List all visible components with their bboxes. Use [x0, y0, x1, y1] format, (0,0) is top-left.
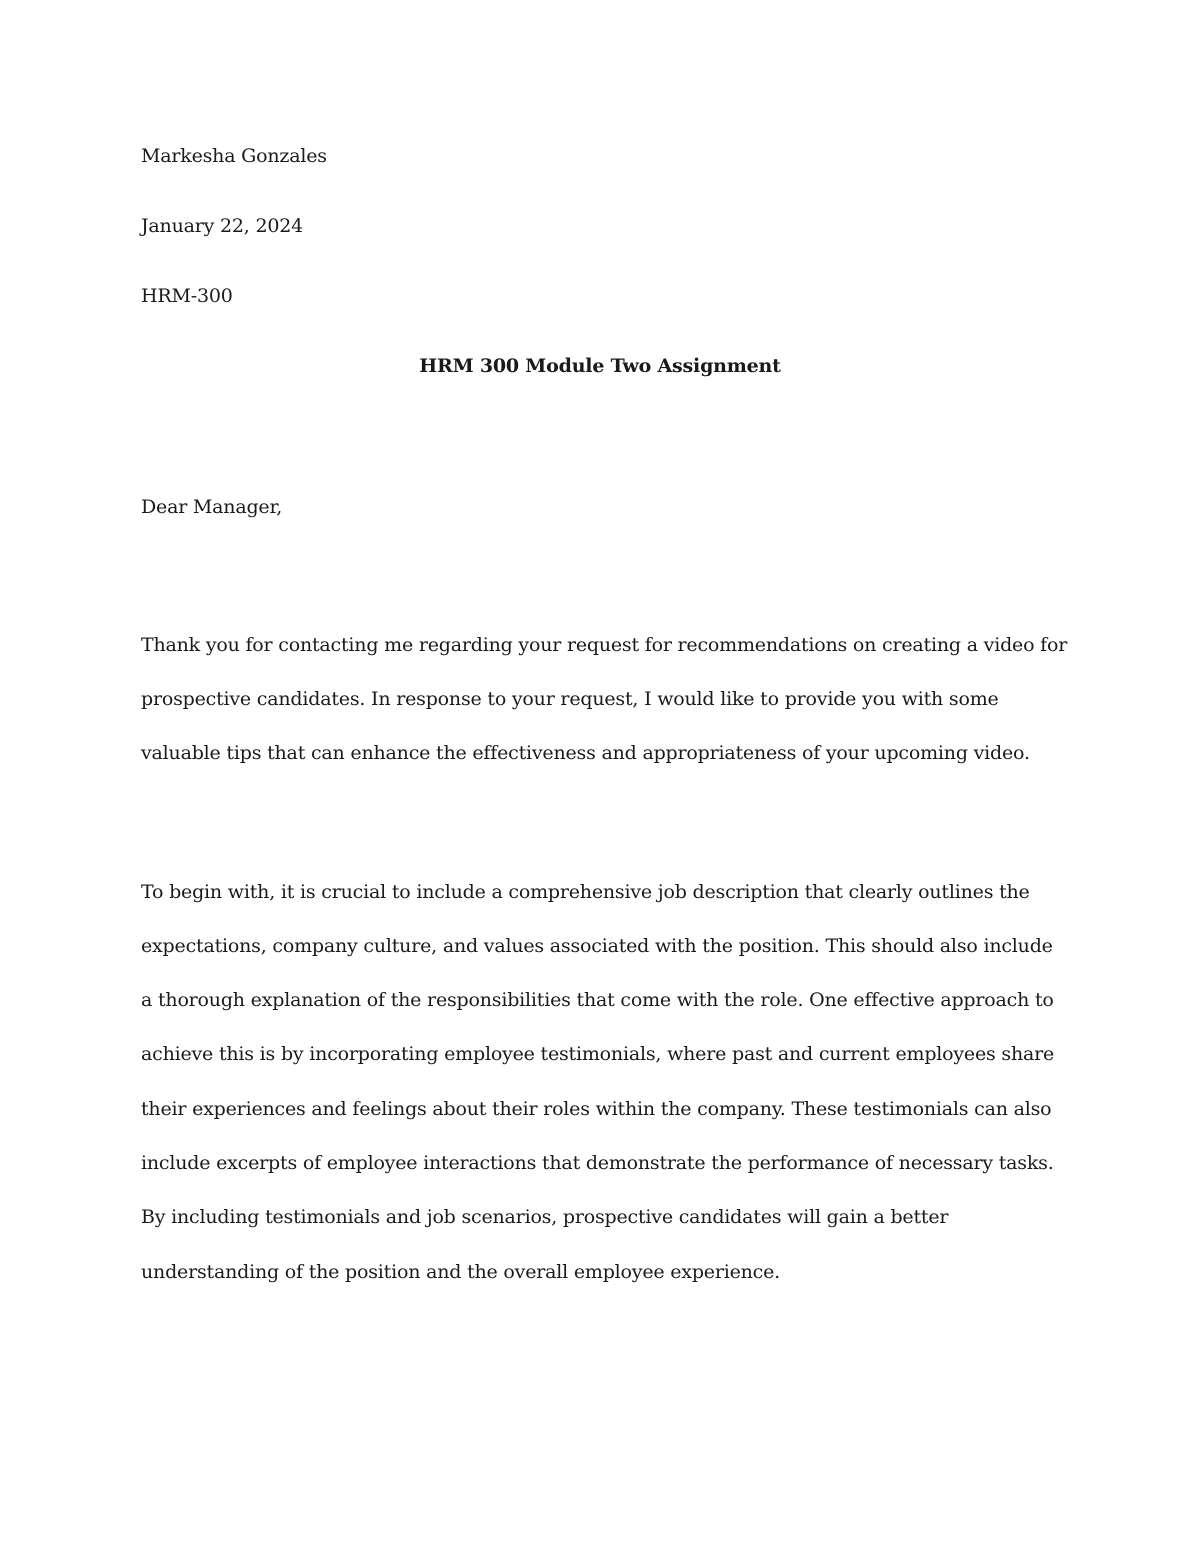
paragraph-line: Thank you for contacting me regarding your request for recommendations on creating a video for: [141, 634, 1068, 656]
paragraph-line: understanding of the position and the overall employee experience.: [141, 1261, 780, 1283]
paragraph-line: valuable tips that can enhance the effectiveness and appropriateness of your upcoming video.: [141, 742, 1030, 764]
paragraph-line: their experiences and feelings about their roles within the company. These testimonials can also: [141, 1098, 1052, 1120]
paragraph-line: a thorough explanation of the responsibilities that come with the role. One effective approach to: [141, 989, 1054, 1011]
paragraph-line: achieve this is by incorporating employee testimonials, where past and current employees share: [141, 1043, 1055, 1065]
paragraph-line: include excerpts of employee interactions that demonstrate the performance of necessary tasks.: [141, 1152, 1054, 1174]
salutation: Dear Manager,: [141, 496, 283, 518]
document-title: HRM 300 Module Two Assignment: [419, 355, 781, 377]
author-name: Markesha Gonzales: [141, 145, 327, 167]
paragraph-line: By including testimonials and job scenarios, prospective candidates will gain a better: [141, 1206, 949, 1228]
paragraph-line: expectations, company culture, and values associated with the position. This should also include: [141, 935, 1053, 957]
course-code: HRM-300: [141, 285, 233, 307]
document-date: January 22, 2024: [141, 215, 304, 237]
paragraph-line: prospective candidates. In response to your request, I would like to provide you with some: [141, 688, 999, 710]
paragraph-line: To begin with, it is crucial to include a comprehensive job description that clearly outlines the: [141, 881, 1030, 903]
